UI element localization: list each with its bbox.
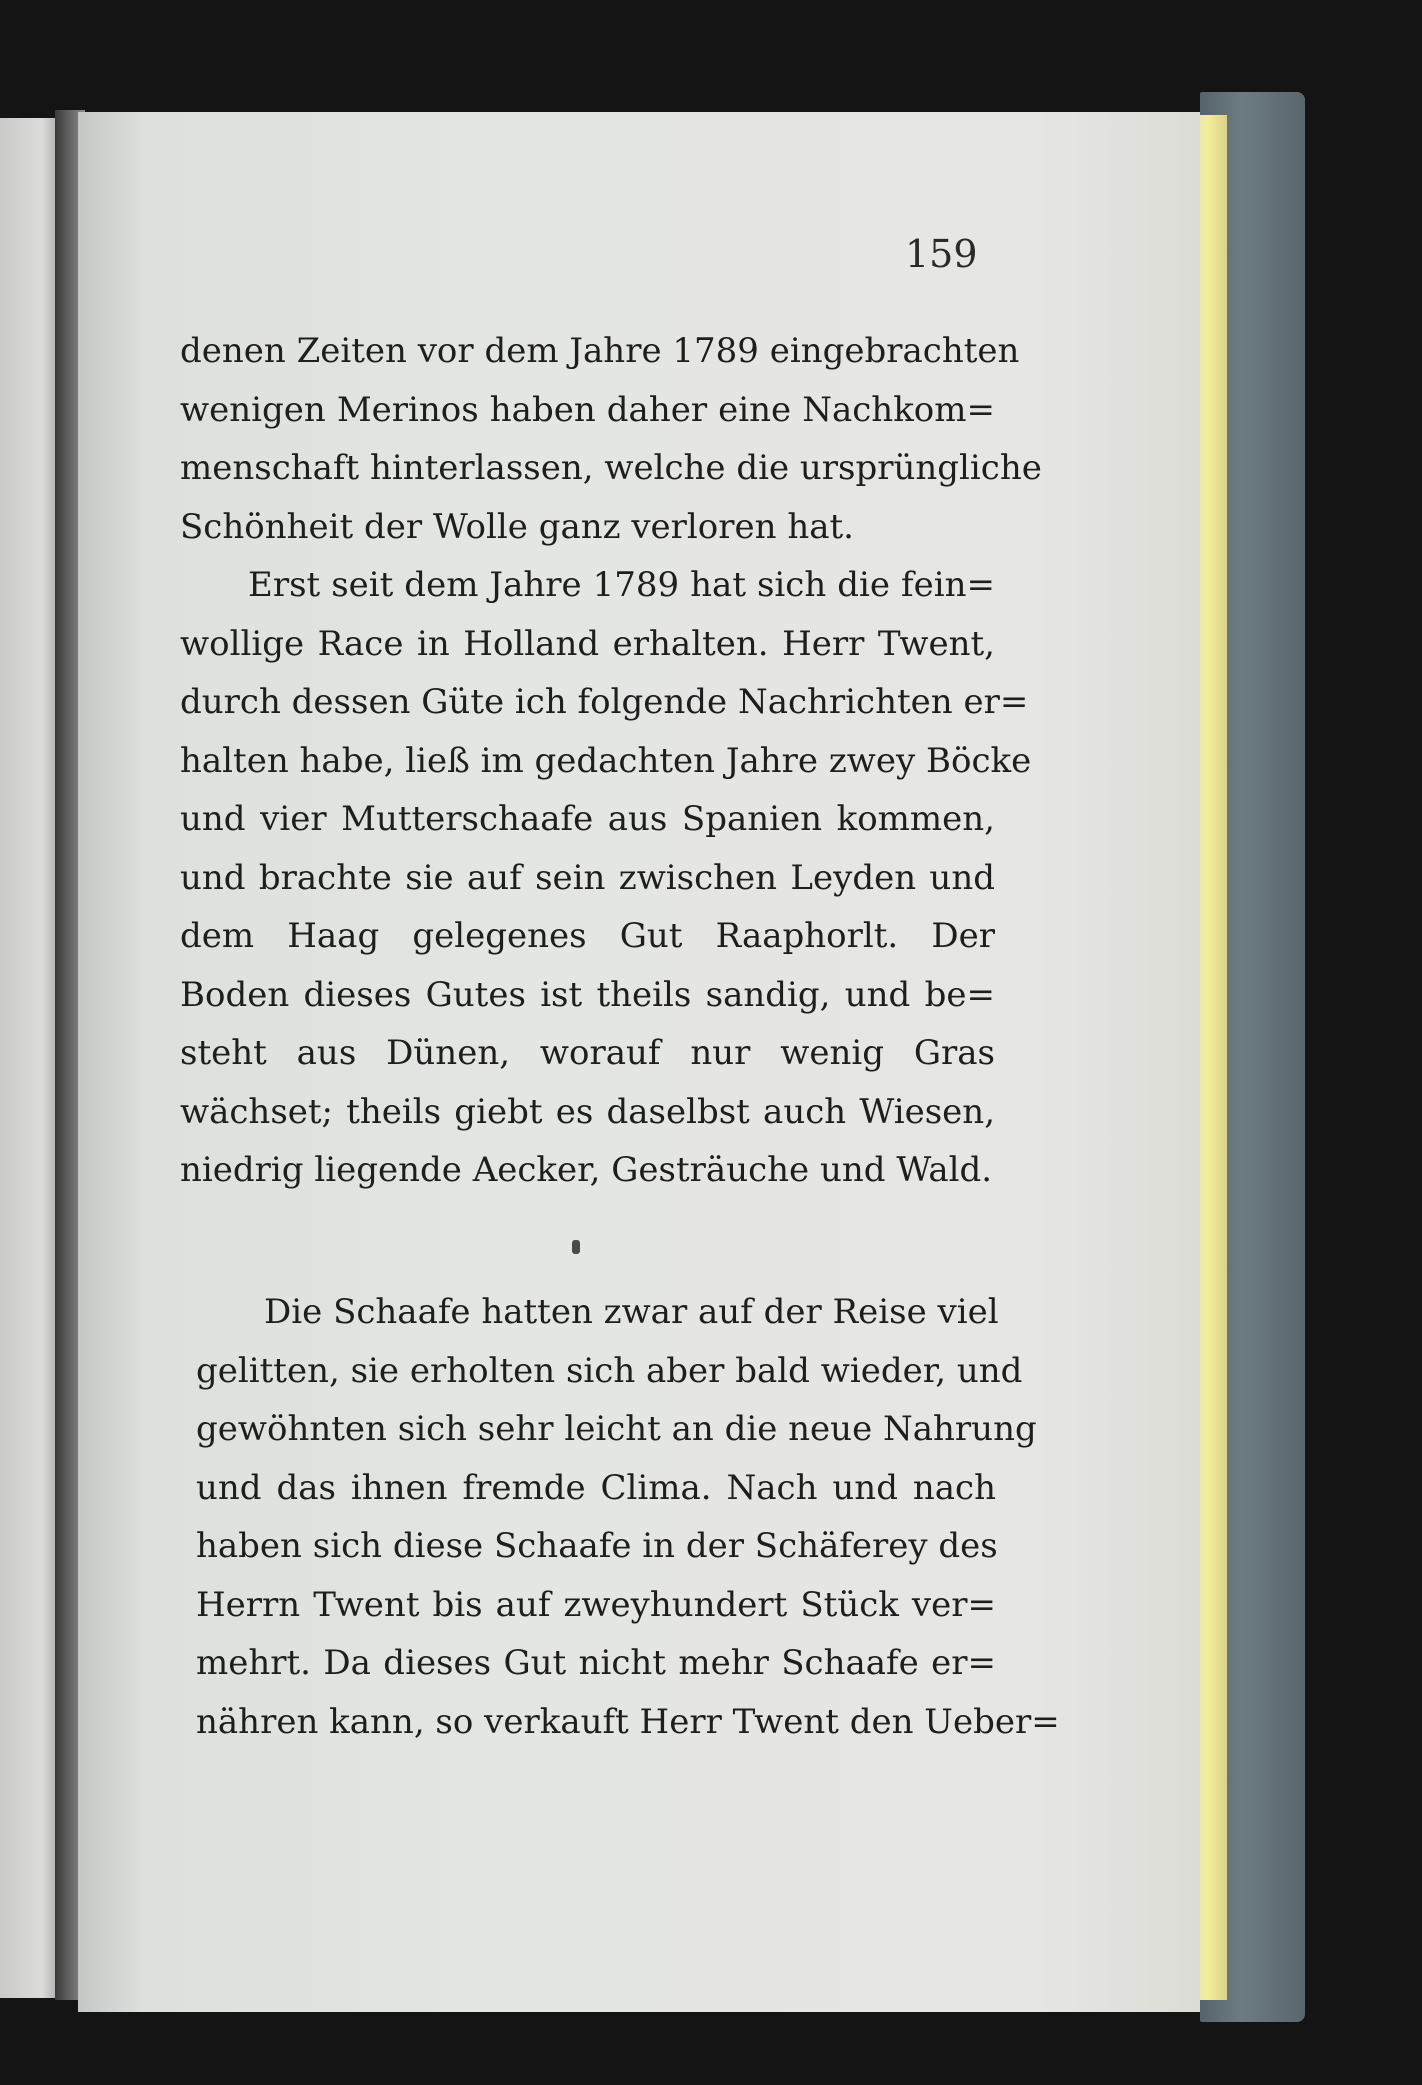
text-line: menschaft hinterlassen, welche die ursprüngliche	[180, 448, 1042, 488]
text-line: niedrig liegende Aecker, Gesträuche und Wald.	[180, 1150, 993, 1190]
text-line: wenigen Merinos haben daher eine Nachkom=	[180, 389, 995, 430]
paragraph-1	[180, 322, 1042, 1200]
text-line: mehrt. Da dieses Gut nicht mehr Schaafe er=	[196, 1643, 996, 1683]
text-line: gelitten, sie erholten sich aber bald wieder, und	[196, 1350, 1023, 1391]
text-line: dem Haag gelegenes Gut Raaphorlt. Der	[180, 916, 995, 956]
text-line: Boden dieses Gutes ist theils sandig, und be=	[180, 974, 995, 1015]
text-line: und brachte sie auf sein zwischen Leyden und	[180, 857, 995, 898]
text-line: Schönheit der Wolle ganz verloren hat.	[180, 506, 854, 547]
text-line: halten habe, ließ im gedachten Jahre zwey Böcke	[180, 740, 1032, 781]
text-line: durch dessen Güte ich folgende Nachrichten er=	[180, 682, 1029, 722]
text-line: nähren kann, so verkauft Herr Twent den Ueber=	[196, 1701, 1060, 1742]
text-line: und das ihnen fremde Clima. Nach und nach	[196, 1467, 996, 1508]
text-line: haben sich diese Schaafe in der Schäferey des	[196, 1526, 998, 1566]
text-line: denen Zeiten vor dem Jahre 1789 eingebrachten	[180, 331, 1020, 371]
text-line: Die Schaafe hatten zwar auf der Reise viel	[264, 1292, 999, 1332]
page-number: 159	[905, 232, 978, 276]
text-line: gewöhnten sich sehr leicht an die neue Nahrung	[196, 1409, 1037, 1449]
text-line: Erst seit dem Jahre 1789 hat sich die fein=	[248, 565, 995, 605]
text-line: steht aus Dünen, worauf nur wenig Gras	[180, 1033, 995, 1073]
text-line: und vier Mutterschaafe aus Spanien kommen,	[180, 799, 995, 839]
text-line: wollige Race in Holland erhalten. Herr Twent,	[180, 623, 995, 664]
text-line: Herrn Twent bis auf zweyhundert Stück ver=	[196, 1584, 996, 1625]
text-line: wächset; theils giebt es daselbst auch Wiesen,	[180, 1091, 995, 1132]
paragraph-2	[196, 1283, 1060, 1751]
previous-page-edge	[0, 118, 60, 1998]
section-ornament	[572, 1240, 580, 1254]
